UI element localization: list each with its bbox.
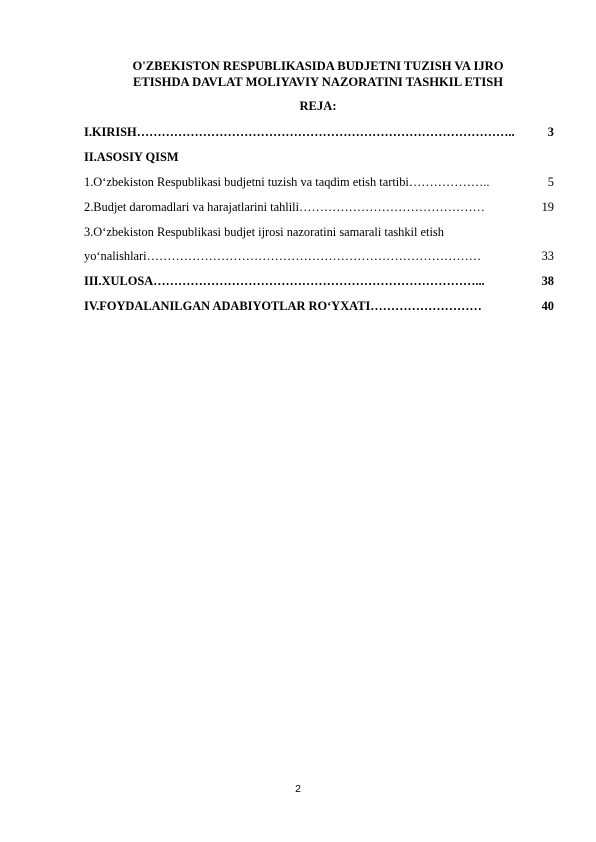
toc-leader-dots: ……………………………………………………………………... [153,274,485,288]
toc-entry-conclusion [84,273,554,289]
toc-entry-text: yo‘nalishlari [84,249,147,263]
document-title-line-2: ETISHDA DAVLAT MOLIYAVIY NAZORATINI TASHKIL ETISH [132,75,504,89]
toc-entry-text: 1.O‘zbekiston Respublikasi budjetni tuzish va taqdim etish tartibi [84,175,409,189]
toc-entry-main-part [84,149,554,165]
toc-page-number: 5 [547,175,554,189]
toc-entry-text: I.KIRISH [84,125,137,139]
toc-page-number: 19 [541,200,554,214]
toc-page-number: 3 [547,125,554,139]
toc-leader-dots: ……………….. [408,175,490,189]
toc-leader-dots: ……………………………………………………………………… [146,249,482,263]
toc-entry-introduction [84,124,554,140]
toc-entry-text: III.XULOSA [84,274,154,288]
toc-page-number: 33 [541,249,554,263]
toc-entry-section-2 [84,199,554,215]
toc-entry-section-1 [84,174,554,190]
toc-entry-text: 2.Budjet daromadlari va harajatlarini tahlili [84,200,300,214]
toc-entry-section-3-continued [84,248,554,264]
toc-entry-text: IV.FOYDALANILGAN ADABIYOTLAR RO‘YXATI [84,299,371,313]
toc-entry-section-3 [84,224,554,240]
toc-page-number: 38 [541,274,554,288]
document-title-line-1: O'ZBEKISTON RESPUBLIKASIDA BUDJETNI TUZISH VA IJRO [132,59,504,73]
plan-heading: REJA: [299,99,337,113]
toc-entry-references [84,298,554,314]
toc-leader-dots: ……………………………………………………………………………….. [136,125,515,139]
toc-entry-text: II.ASOSIY QISM [84,150,179,164]
toc-leader-dots: ……………………… [370,299,482,313]
toc-leader-dots: ……………………………………… [299,200,485,214]
toc-entry-text: 3.O‘zbekiston Respublikasi budjet ijrosi nazoratini samarali tashkil etish [84,225,444,239]
toc-page-number: 40 [541,299,554,313]
page-number: 2 [295,783,301,795]
